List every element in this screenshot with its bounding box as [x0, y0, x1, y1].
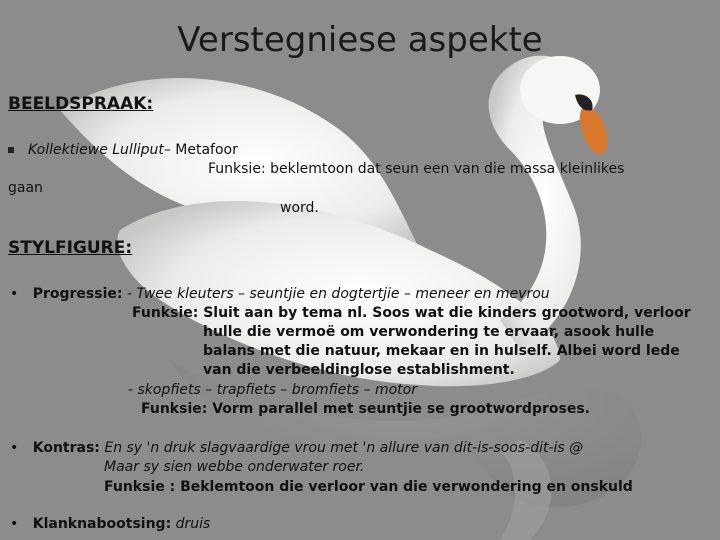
- beeldspraak-item: [8, 142, 238, 158]
- progressie-item: [10, 286, 550, 302]
- beeldspraak-funksie-line1: Funksie: beklemtoon dat seun een van die massa kleinlikes: [208, 161, 625, 177]
- progressie-funksie-4: van die verbeeldinglose establishment.: [203, 362, 515, 378]
- section-heading-beeldspraak: BEELDSPRAAK:: [8, 94, 154, 114]
- progressie-label: Progressie:: [32, 286, 123, 302]
- progressie-text: - Twee kleuters – seuntjie en dogtertjie – meneer en mevrou: [122, 286, 550, 302]
- klanknabootsing-item: [10, 516, 210, 532]
- beeldspraak-funksie-line2: word.: [280, 200, 319, 216]
- beeldspraak-item-type: – Metafoor: [163, 142, 238, 158]
- progressie-funksie-5: Funksie: Vorm parallel met seuntjie se grootwordproses.: [141, 401, 590, 417]
- progressie-funksie-2: hulle die vermoë om verwondering te ervaar, asook hulle: [203, 324, 655, 340]
- bullet-icon: •: [10, 286, 19, 302]
- beeldspraak-funksie-wrap: gaan: [8, 180, 43, 196]
- beeldspraak-item-label: Kollektiewe Lulliput: [28, 142, 164, 158]
- bullet-icon: •: [10, 516, 19, 532]
- progressie-funksie-3: balans met die natuur, mekaar en in hulself. Albei word lede: [203, 343, 680, 359]
- progressie-second-text: skopfiets – trapfiets – bromfiets – motor: [137, 382, 417, 398]
- kontras-item: [10, 440, 583, 456]
- progressie-funksie-1: Funksie: Sluit aan by tema nl. Soos wat die kinders grootword, verloor: [132, 305, 691, 321]
- section-heading-stylfigure: STYLFIGURE:: [8, 238, 133, 258]
- klanknabootsing-text: druis: [175, 516, 211, 532]
- bullet-icon: •: [10, 440, 19, 456]
- kontras-funksie: Funksie : Beklemtoon die verloor van die verwondering en onskuld: [104, 479, 633, 495]
- progressie-second-dash: -: [128, 382, 138, 398]
- square-bullet-icon: [8, 147, 14, 153]
- page-title: Verstegniese aspekte: [177, 20, 543, 60]
- progressie-second: [128, 382, 417, 398]
- kontras-text-1: En sy 'n druk slagvaardige vrou met 'n allure van dit-is-soos-dit-is @: [104, 440, 584, 456]
- klanknabootsing-label: Klanknabootsing:: [32, 516, 172, 532]
- kontras-label: Kontras:: [32, 440, 100, 456]
- kontras-text-2: Maar sy sien webbe onderwater roer.: [104, 459, 365, 475]
